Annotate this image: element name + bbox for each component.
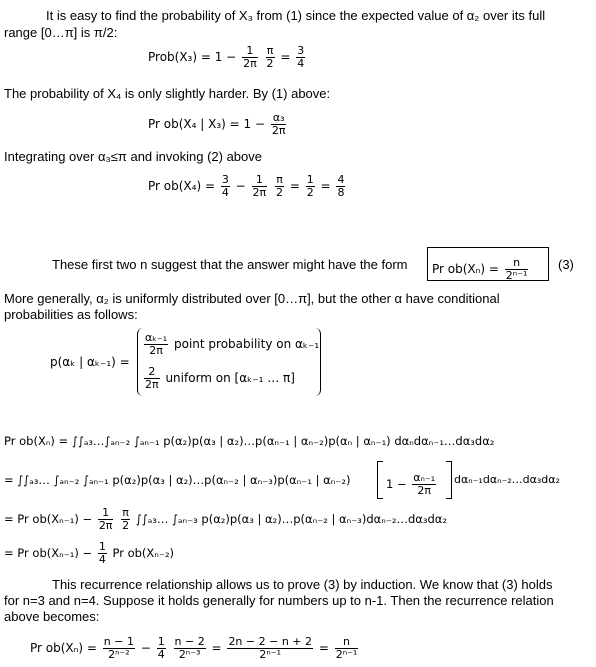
piecewise-row-2 xyxy=(142,366,295,391)
final-equals-b: = xyxy=(318,641,329,655)
para6-line1: This recurrence relationship allows us to prove (3) by induction. We know that (3) holds xyxy=(52,577,553,592)
eq3-frac2: $\frac{1}{2\pi}$ xyxy=(252,173,267,199)
eq2-lhs: Pr ob(X₄ | X₃) = 1 − xyxy=(148,117,266,131)
rec3-lhs: = Pr ob(Xₙ₋₁) − xyxy=(4,512,93,526)
equation-prob-x4-given-x3 xyxy=(148,112,288,137)
final-frac2: $\frac{1}{4}$ xyxy=(157,635,165,661)
rec2-one-minus: 1 − xyxy=(386,477,407,491)
para2: The probability of X₄ is only slightly harder. By (1) above: xyxy=(4,86,331,101)
rec2-left-bracket xyxy=(377,461,383,499)
final-equation xyxy=(30,636,360,661)
boxed-lhs: Pr ob(Xₙ) = xyxy=(432,262,499,276)
eq3-minus: − xyxy=(235,179,246,193)
final-frac4: $\frac{2n - 2 - n + 2}{\text{2ⁿ⁻¹}}$ xyxy=(228,635,313,661)
eq3-frac1: $\frac{3}{4}$ xyxy=(221,173,229,199)
recurrence-line-2 xyxy=(4,473,350,487)
equation-prob-x4 xyxy=(148,174,347,199)
final-frac3: $\frac{n - 2}{\text{2ⁿ⁻³}}$ xyxy=(174,635,205,661)
rec2-right-bracket xyxy=(446,461,452,499)
eq3-frac3: $\frac{\pi}{2}$ xyxy=(276,173,283,199)
recurrence-line-3 xyxy=(4,507,447,532)
piece-row1-frac: $\frac{\text{αₖ₋₁}}{2\pi}$ xyxy=(145,331,168,357)
rec3-frac2: $\frac{\pi}{2}$ xyxy=(122,506,130,532)
rec2-frac: $\frac{\text{αₙ₋₁}}{2\pi}$ xyxy=(413,471,436,497)
para3: Integrating over α₃≤π and invoking (2) above xyxy=(4,149,263,164)
final-lhs: Pr ob(Xₙ) = xyxy=(30,641,97,655)
final-frac1: $\frac{n - 1}{\text{2ⁿ⁻²}}$ xyxy=(103,635,134,661)
rec3-frac1: $\frac{1}{2\pi}$ xyxy=(98,506,113,532)
rec2-integrand: = ∫∫ₐ₃… ∫ₐₙ₋₂ ∫ₐₙ₋₁ p(α₂)p(α₃ | α₂)…p(αₙ₋₂ | αₙ₋₃)p(αₙ₋₁ | αₙ₋₂) xyxy=(4,473,351,487)
boxed-formula xyxy=(427,247,549,281)
para6-line2: for n=3 and n=4. Suppose it holds generally for numbers up to n-1. Then the recurrence relation xyxy=(4,593,554,608)
rec3-integral: ∫∫ₐ₃… ∫ₐₙ₋₃ p(α₂)p(α₃ | α₂)…p(αₙ₋₂ | αₙ₋₃)dαₙ₋₂…dα₃dα₂ xyxy=(135,512,447,526)
para5-line2: probabilities as follows: xyxy=(4,307,138,322)
equation-prob-x3 xyxy=(148,45,307,70)
final-frac5: $\frac{n}{\text{2ⁿ⁻¹}}$ xyxy=(335,635,358,661)
eq1-frac3: $\frac{3}{4}$ xyxy=(297,44,305,70)
rec2-bracket-content xyxy=(386,472,438,497)
rec2-differentials: dαₙ₋₁dαₙ₋₂…dα₃dα₂ xyxy=(454,473,560,486)
eq1-lhs: Prob(X₃) = 1 − xyxy=(148,50,237,64)
eq3-lhs: Pr ob(X₄) = xyxy=(148,179,215,193)
rec4-rhs: Pr ob(Xₙ₋₂) xyxy=(112,546,175,560)
piece-row2-frac: $\frac{2}{2\pi}$ xyxy=(145,365,159,391)
piece-row1-text: point probability on αₖ₋₁ xyxy=(173,337,320,351)
eq3-equals-b: = xyxy=(320,179,331,193)
para6-line3: above becomes: xyxy=(4,609,100,624)
eq1-frac1: $\frac{1}{2\pi}$ xyxy=(243,44,257,70)
final-equals-a: = xyxy=(211,641,222,655)
equation-label-3: (3) xyxy=(558,257,574,272)
piece-row2-text: uniform on [αₖ₋₁ … π] xyxy=(165,371,295,385)
eq1-equals: = xyxy=(280,50,291,64)
para5-line1: More generally, α₂ is uniformly distributed over [0…π], but the other α have conditional xyxy=(4,291,500,306)
eq2-frac: $\frac{\text{α₃}}{2\pi}$ xyxy=(271,111,286,137)
para1-line2: range [0…π] is π/2: xyxy=(4,25,118,40)
piecewise-row-1 xyxy=(142,332,319,357)
eq1-frac2: $\frac{\pi}{2}$ xyxy=(266,44,274,70)
boxed-frac: $\frac{n}{\text{2ⁿ⁻¹}}$ xyxy=(505,256,528,282)
final-minus: − xyxy=(140,641,151,655)
para1-line1: It is easy to find the probability of X₃ from (1) since the expected value of α₂ over its full xyxy=(46,8,546,23)
rec4-frac: $\frac{1}{4}$ xyxy=(98,540,106,566)
rec4-lhs: = Pr ob(Xₙ₋₁) − xyxy=(4,546,93,560)
boxed-formula-content xyxy=(432,257,530,282)
eq3-frac4: $\frac{1}{2}$ xyxy=(306,173,314,199)
para4: These first two n suggest that the answer might have the form xyxy=(52,257,408,272)
recurrence-line-1: Pr ob(Xₙ) = ∫∫ₐ₃…∫ₐₙ₋₂ ∫ₐₙ₋₁ p(α₂)p(α₃ | α₂)…p(αₙ₋₁ | αₙ₋₂)p(αₙ | αₙ₋₁) dαₙdαₙ₋₁…dα₃dα₂ xyxy=(4,434,495,448)
piecewise-lhs: p(αₖ | αₖ₋₁) = xyxy=(50,355,130,369)
eq3-equals-a: = xyxy=(289,179,300,193)
eq3-frac5: $\frac{4}{8}$ xyxy=(337,173,345,199)
recurrence-line-4 xyxy=(4,541,174,566)
